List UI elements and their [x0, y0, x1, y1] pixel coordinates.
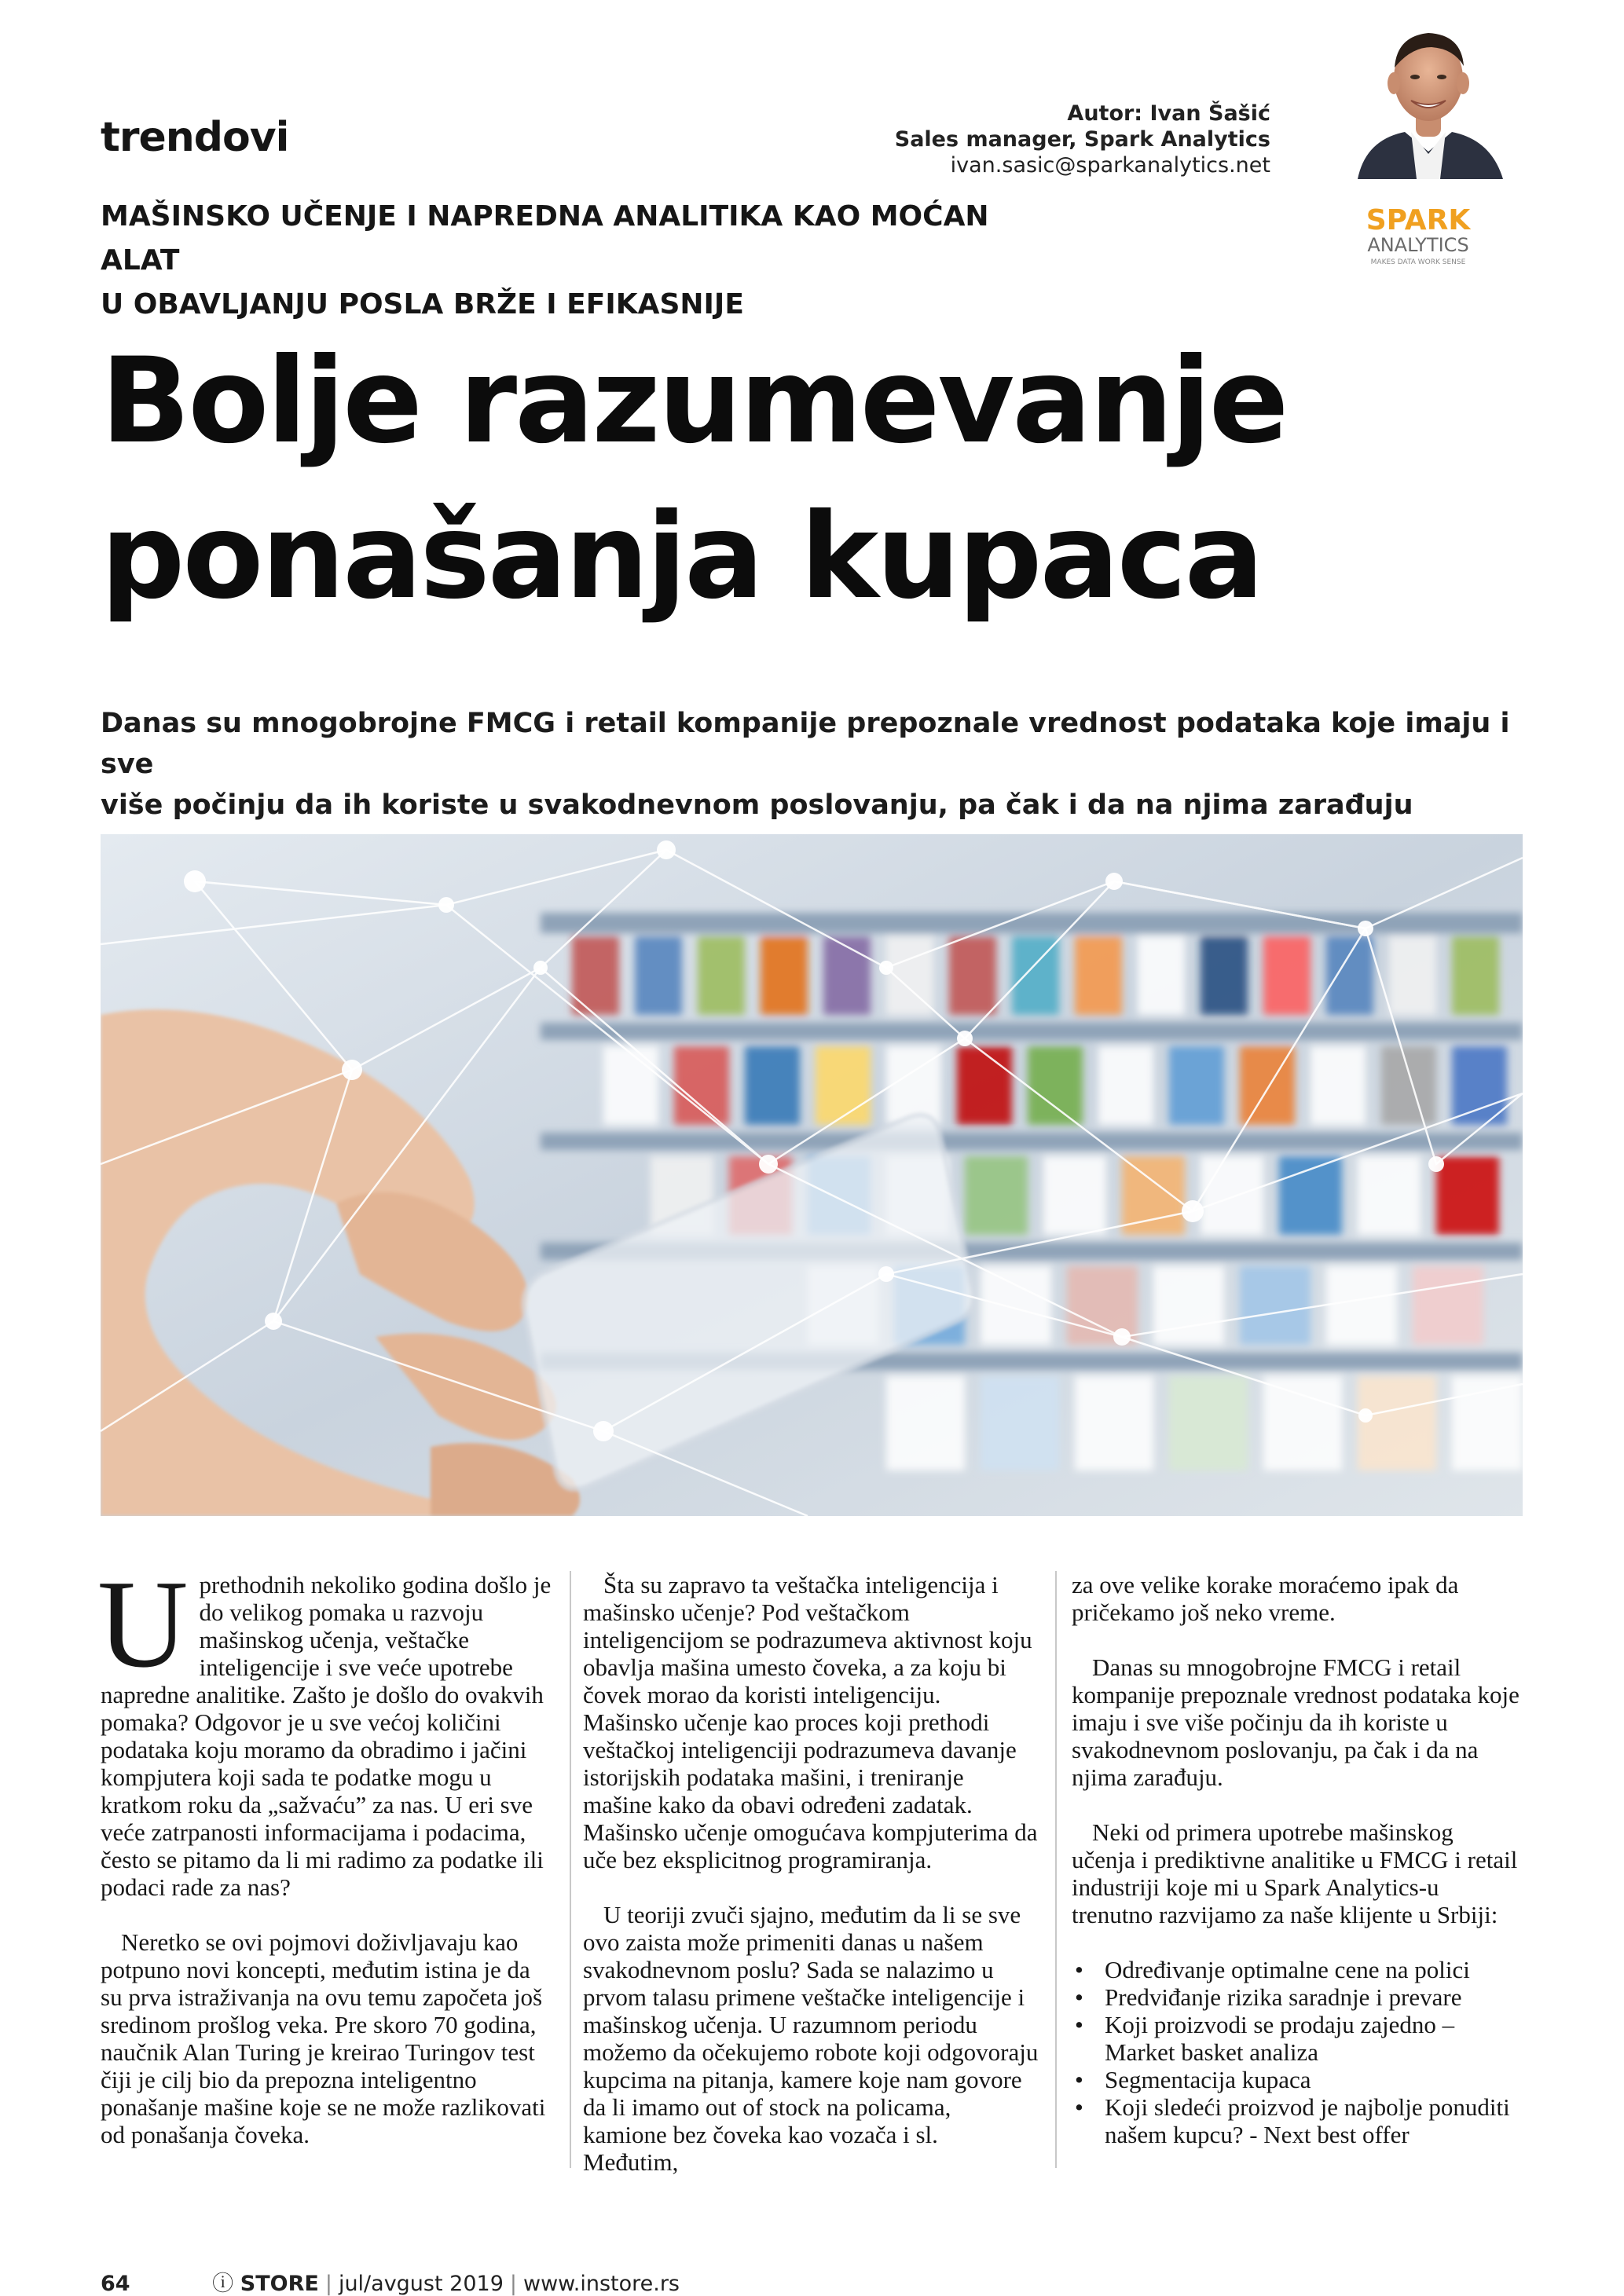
list-item: • Koji proizvodi se prodaju zajedno – Market basket analiza	[1072, 2011, 1520, 2066]
paragraph: U teoriji zvuči sjajno, međutim da li se sve ovo zaista može primeniti danas u našem svakodnevnom poslu? Sada se nalazimo u prvom talasu primene veštačke inteligencije i mašinskog učenja. U razumnom periodu možemo da očekujemo robote koji odgovoraju kupcima na pitanja, kamere koje nam govore da li imamo out of stock na policama, kamione bez čoveka kao vozača i sl. Međutim,	[583, 1901, 1039, 2176]
divider: |	[324, 2272, 332, 2296]
hero-image-drawing	[101, 834, 1523, 1516]
lead-line-2: više počinju da ih koriste u svakodnevnom poslovanju, pa čak i da na njima zarađuju	[101, 789, 1413, 821]
spark-analytics-logo-drawing	[1351, 203, 1485, 270]
list-item: • Predviđanje rizika saradnje i prevare	[1072, 1983, 1520, 2011]
spark-analytics-logo	[1351, 203, 1485, 270]
article-column-3	[1072, 1571, 1520, 2148]
page-number: 64	[101, 2272, 130, 2296]
paragraph: za ove velike korake moraćemo ipak da pričekamo još neko vreme.	[1072, 1571, 1459, 1626]
article-column-2	[583, 1571, 1039, 2176]
author-portrait	[1350, 14, 1507, 179]
lead-line-1: Danas su mnogobrojne FMCG i retail kompanije prepoznale vrednost podataka koje imaju i sve	[101, 708, 1510, 780]
logo-tagline: MAKES DATA WORK SENSE	[1370, 258, 1466, 266]
page-footer	[101, 2272, 680, 2296]
author-name: Autor: Ivan Šašić	[1067, 101, 1270, 126]
article-lead	[101, 703, 1531, 826]
paragraph: Neki od primera upotrebe mašinskog učenja i prediktivne analitike u FMCG i retail industriji koje mi u Spark Analytics-u trenutno razvijamo za naše klijente u Srbiji:	[1072, 1818, 1518, 1928]
article-column-1	[97, 1554, 556, 2148]
paragraph: Šta su zapravo ta veštačka inteligencija i mašinsko učenje? Pod veštačkom inteligencijom se podrazumeva aktivnost koju obavlja mašina umesto čoveka, a za koju bi čovek morao da koristi inteligenciju. Mašinsko učenje kao proces koji prethodi veštačkoj inteligenciji podrazumeva davanje istorijskih podataka mašini, i treniranje mašine kako da obavi određeni zadatak. Mašinsko učenje omogućava kompjuterima da uče bez eksplicitnog programiranja.	[583, 1571, 1038, 1873]
divider: |	[509, 2272, 517, 2296]
column-rule	[1055, 1571, 1057, 2168]
website-url: www.instore.rs	[522, 2272, 680, 2296]
magazine-name: STORE	[240, 2272, 319, 2296]
author-role: Sales manager, Spark Analytics	[894, 127, 1270, 152]
headline-line-2: ponašanja kupaca	[101, 489, 1262, 625]
paragraph: Neretko se ovi pojmovi doživljavaju kao potpuno novi koncepti, međutim istina je da su prva istraživanja na ovu temu započeta još sredinom prošlog veka. Pre skoro 70 godina, naučnik Alan Turing je kreirao Turingov test čiji je cilj bio da prepozna inteligentno ponašanje mašine koje se ne može razlikovati od ponašanja čoveka.	[101, 1928, 546, 2148]
list-item: • Određivanje optimalne cene na polici	[1072, 1956, 1520, 1983]
hero-image	[101, 834, 1523, 1516]
section-tag: trendovi	[101, 114, 289, 161]
list-item: • Segmentacija kupaca	[1072, 2066, 1520, 2093]
logo-word-spark: SPARK	[1366, 204, 1471, 236]
logo-word-analytics: ANALYTICS	[1367, 234, 1469, 256]
paragraph-text: prethodnih nekoliko godina došlo je do velikog pomaka u razvoju mašinskog učenja, veštačke inteligencije i sve veće upotrebe napredne analitike. Zašto je došlo do ovakvih pomaka? Odgovor je u sve većoj količini podataka koju moramo da obradimo i jačini kompjutera koji sada te podatke mogu u kratkom roku da „sažvaću” za nas. U eri sve veće zatrpanosti informacijama i podacima, često se pitamo da li mi radimo za podatke ili podaci rade za nas?	[101, 1571, 552, 1901]
use-case-list	[1072, 1956, 1520, 2148]
author-byline	[895, 101, 1270, 178]
issue-date: jul/avgust 2019	[338, 2272, 504, 2296]
headline-line-1: Bolje razumevanje	[101, 333, 1287, 470]
drop-cap: U	[97, 1554, 189, 1694]
magazine-logo-icon: ⓘ	[212, 2272, 234, 2296]
kicker-line-1: MAŠINSKO UČENJE I NAPREDNA ANALITIKA KAO MOĆAN ALAT	[101, 200, 989, 276]
paragraph	[97, 1554, 556, 1901]
paragraph: Danas su mnogobrojne FMCG i retail kompanije prepoznale vrednost podataka koje imaju i sve više počinju da ih koriste u svakodnevnom poslovanju, pa čak i da na njima zarađuju.	[1072, 1653, 1520, 1791]
column-rule	[570, 1571, 571, 2168]
author-email: ivan.sasic@sparkanalytics.net	[950, 153, 1270, 178]
author-portrait-drawing	[1350, 14, 1507, 179]
list-item: • Koji sledeći proizvod je najbolje ponuditi našem kupcu? - Next best offer	[1072, 2093, 1520, 2148]
article-headline	[101, 324, 1515, 635]
kicker-line-2: U OBAVLJANJU POSLA BRŽE I EFIKASNIJE	[101, 288, 744, 320]
kicker	[101, 195, 1043, 327]
